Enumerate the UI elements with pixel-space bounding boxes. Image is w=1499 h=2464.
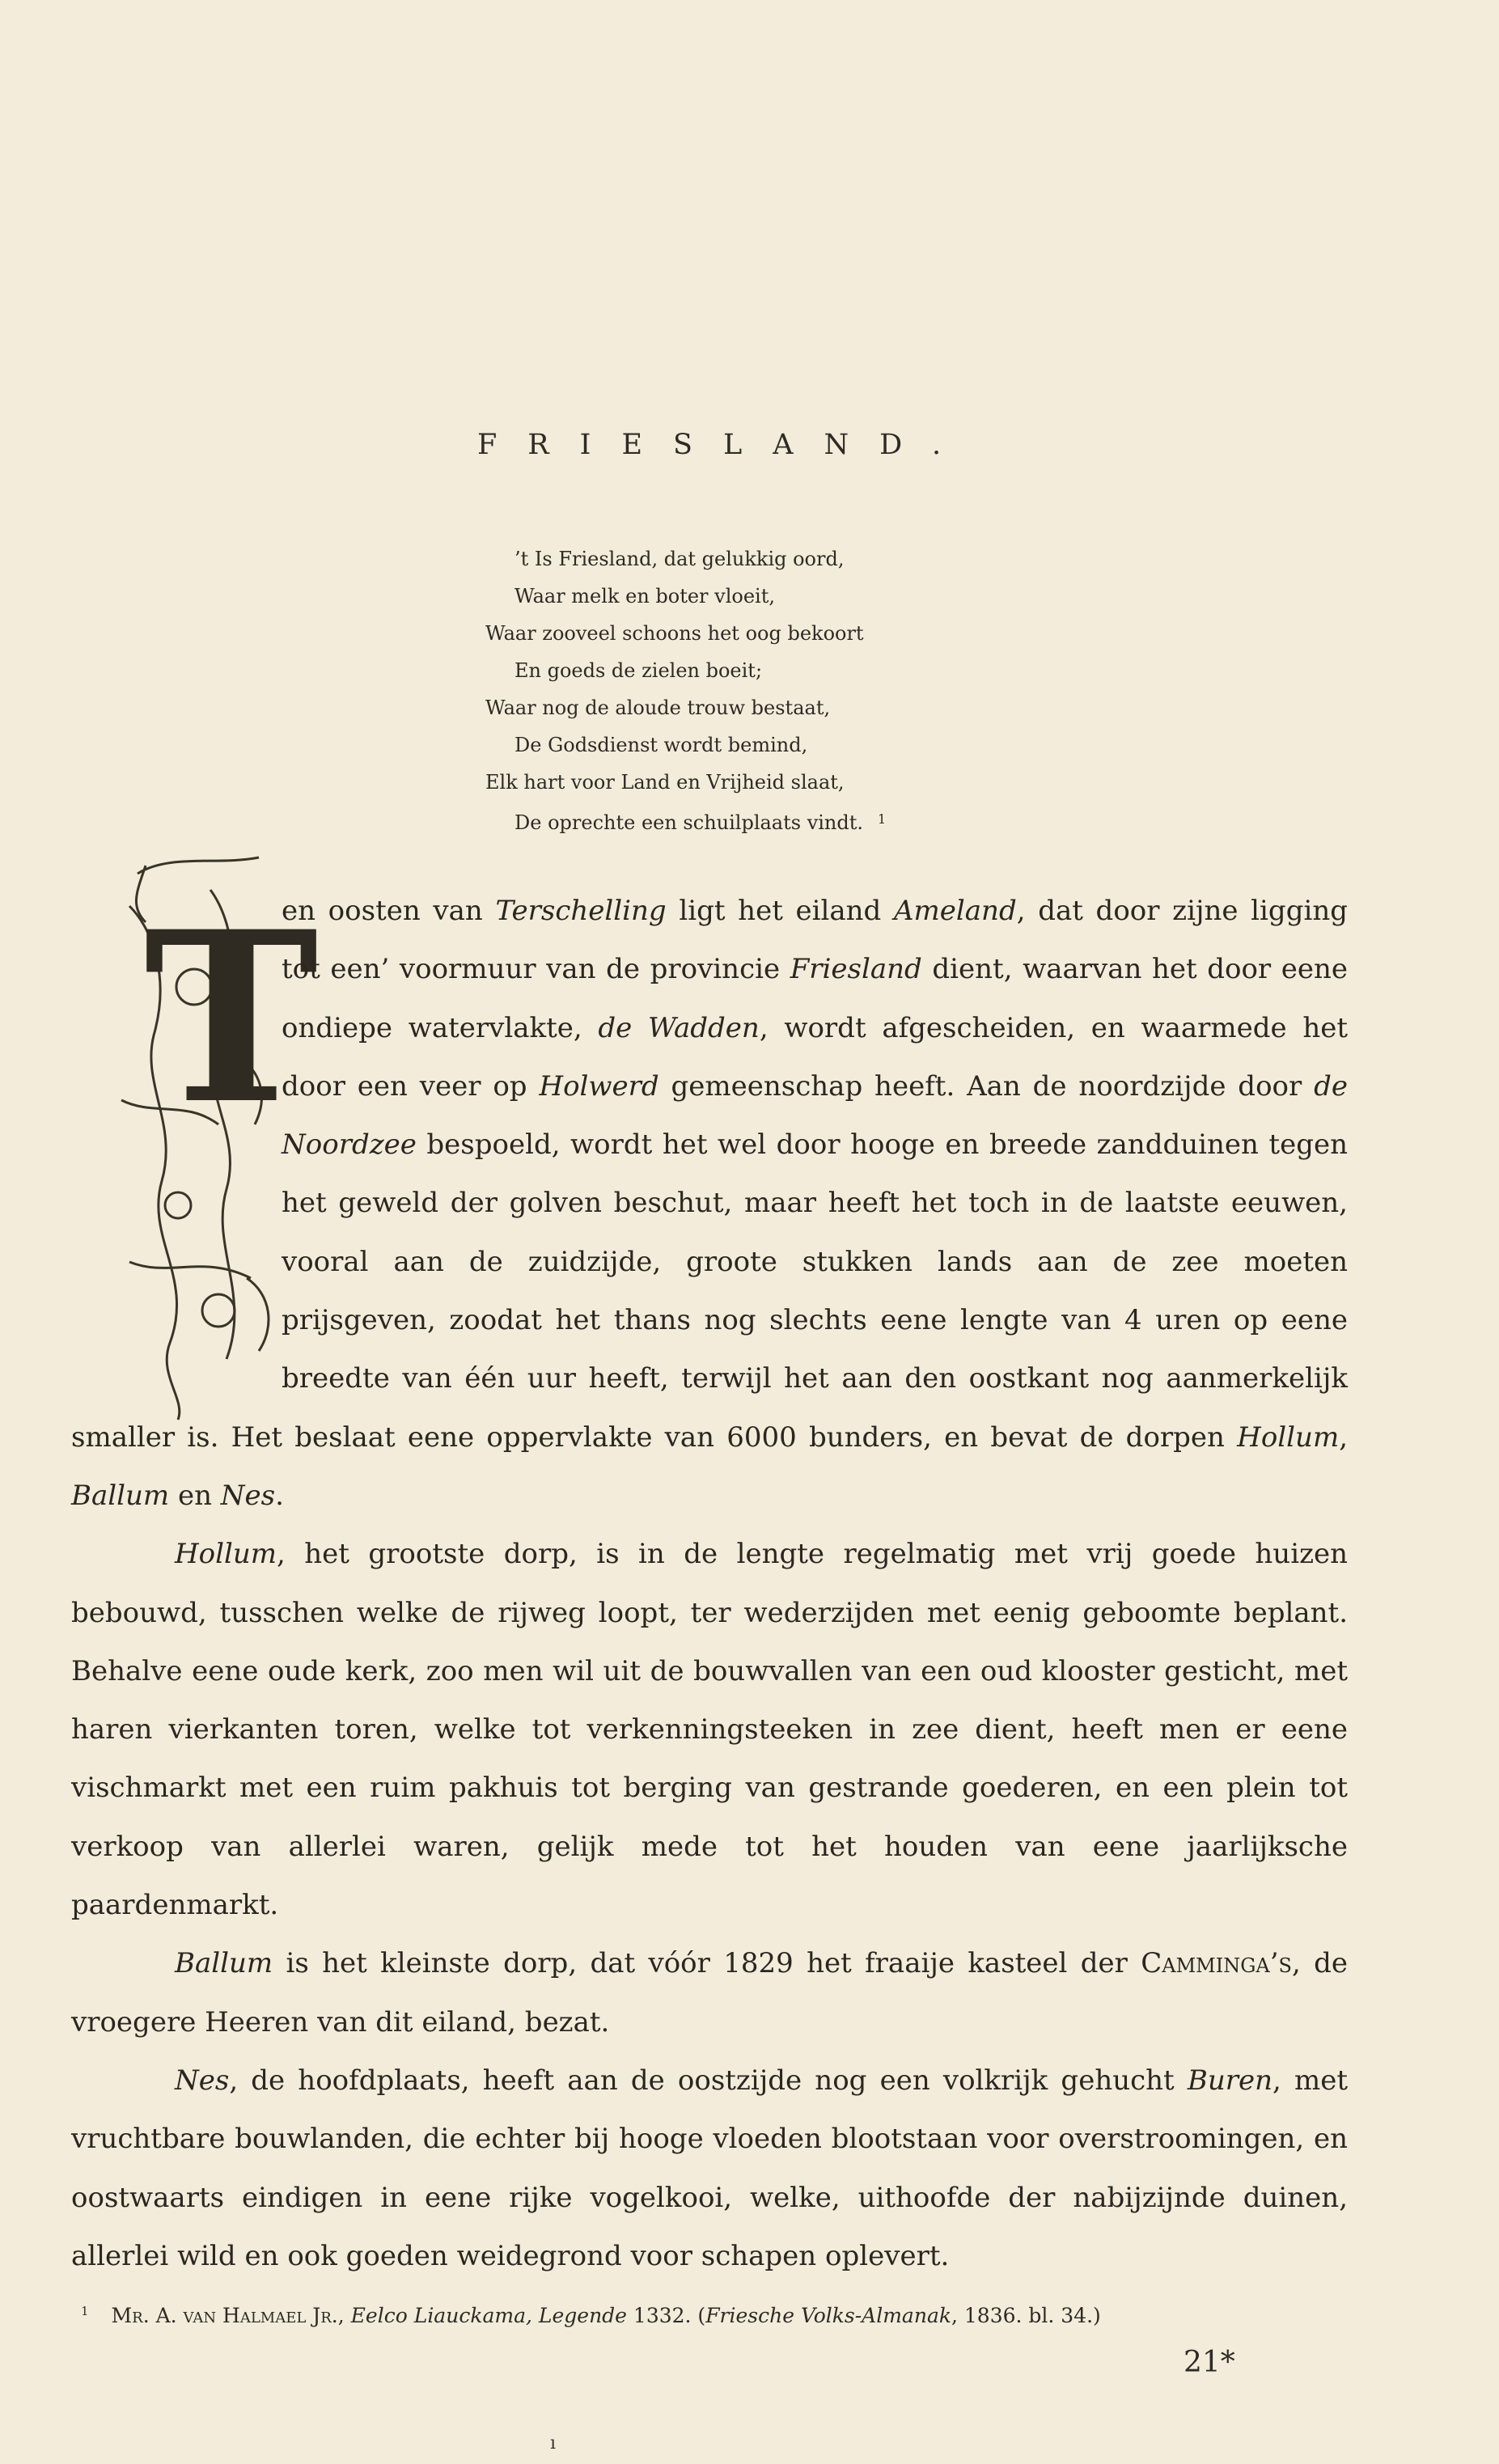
poem-line-5: Waar nog de aloude trouw bestaat,: [485, 696, 831, 719]
poem-stanza: [485, 540, 1052, 841]
paragraph-2: Hollum, het grootste dorp, is in de lengte regelmatig met vrij goede huizen bebouwd, tusschen welke de rijweg loopt, ter wederzijden met eenig geboomte beplant. Behalve eene oude kerk, zoo men wil uit de bouwvallen van een oud klooster gesticht, met haren vierkanten toren, welke tot verkenningsteeken in zee dient, heeft men er eene vischmarkt met een ruim pakhuis tot berging van gestrande goederen, en een plein tot verkoop van allerlei waren, gelijk mede tot het houden van eene jaarlijksche paardenmarkt.: [71, 1538, 1348, 1922]
poem-line-2: Waar melk en boter vloeit,: [514, 585, 775, 608]
poem-line-3: Waar zooveel schoons het oog bekoort: [485, 622, 864, 645]
poem-footnote-ref: 1: [878, 811, 887, 827]
footnote-mark: 1: [81, 2304, 89, 2318]
dropcap-space: [71, 882, 282, 1408]
poem-line-1: ’t Is Friesland, dat gelukkig oord,: [514, 548, 845, 570]
poem-line-8: De oprechte een schuilplaats vindt. $^1$: [514, 811, 887, 834]
poem-line-6: De Godsdienst wordt bemind,: [514, 734, 808, 756]
footnote: $^1$ Mr. A. van Halmael Jr., Eelco Liauckama, Legende 1332. (Friesche Volks-Almanak, 1836. bl. 34.): [81, 2304, 1101, 2327]
page-title: FRIESLAND.: [477, 429, 972, 461]
paragraph-4: Nes, de hoofdplaats, heeft aan de oostzijde nog een volkrijk gehucht Buren, met vruchtbare bouwlanden, die echter bij hooge vloeden blootstaan voor overstroomingen, en oostwaarts eindigen in eene rijke vogelkooi, welke, uithoofde der nabijzijnde duinen, allerlei wild en ook goeden weidegrond voor schapen oplevert.: [71, 2064, 1348, 2272]
dropcap-letter: T: [144, 881, 319, 1156]
footnote-work: Eelco Liauckama, Legende: [350, 2304, 627, 2327]
page-number: 21*: [1184, 2346, 1235, 2379]
paragraph-1: en oosten van Terschelling ligt het eiland Ameland, dat door zijne ligging tot een’ voormuur van de provincie Friesland dient, waarvan het door eene ondiepe watervlakte, de Wadden, wordt afgescheiden, en waarmede het door een veer op Holwerd gemeenschap heeft. Aan de noordzijde door de Noordzee bespoeld, wordt het wel door hooge en breede zandduinen tegen het geweld der golven beschut, maar heeft het toch in de laatste eeuwen, vooral aan de zuidzijde, groote stukken lands aan de zee moeten prijsgeven, zoodat het thans nog slechts eene lengte van 4 uren op eene breedte van één uur heeft, terwijl het aan den oostkant nog aanmerkelijk smaller is. Het beslaat eene oppervlakte van 6000 bunders, en bevat de dorpen Hollum, Ballum en Nes.: [71, 895, 1349, 1512]
poem-line-4: En goeds de zielen boeit;: [514, 659, 763, 682]
stray-mark: ı: [550, 2433, 557, 2453]
body-text: [71, 882, 1348, 2285]
paragraph-3: Ballum is het kleinste dorp, dat vóór 1829 het fraaije kasteel der Camminga’s, de vroegere Heeren van dit eiland, bezat.: [71, 1947, 1348, 2039]
footnote-almanak: Friesche Volks-Almanak: [705, 2304, 951, 2327]
footnote-author: Mr. A. van Halmael Jr.: [111, 2304, 338, 2327]
poem-line-7: Elk hart voor Land en Vrijheid slaat,: [485, 771, 845, 794]
